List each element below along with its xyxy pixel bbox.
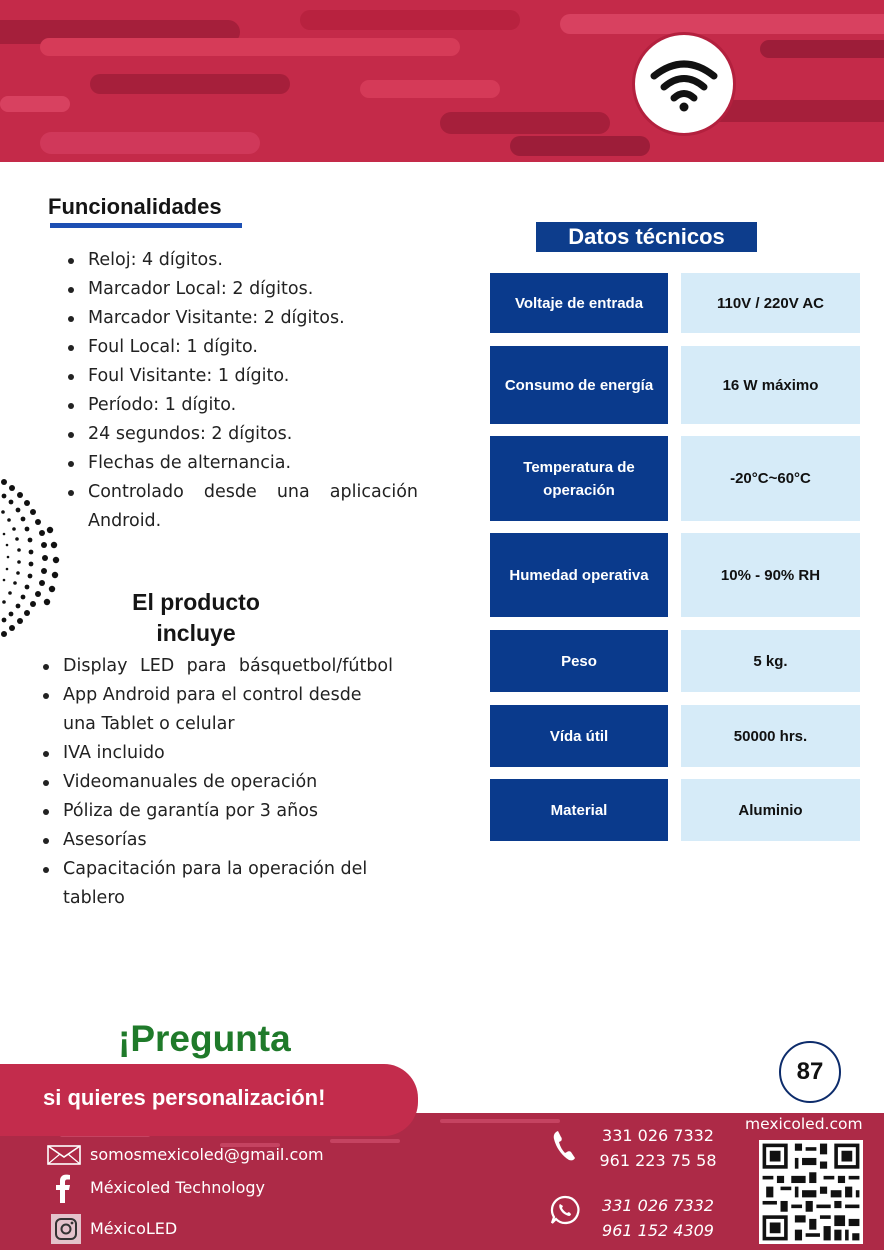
list-item: Display LED para básquetbol/fútbol: [63, 652, 393, 681]
spec-value: -20°C~60°C: [681, 436, 860, 521]
list-item: App Android para el control desde una Tablet o celular: [63, 681, 393, 739]
list-item: Videomanuales de operación: [63, 768, 393, 797]
qr-code-icon[interactable]: [759, 1140, 863, 1244]
page-number-badge: 87: [779, 1041, 841, 1103]
spec-value: Aluminio: [681, 779, 860, 841]
list-item: Período: 1 dígito.: [88, 391, 418, 420]
spec-row-material: [490, 779, 860, 841]
facebook-icon: [55, 1173, 71, 1203]
list-item: Asesorías: [63, 826, 393, 855]
email-link[interactable]: somosmexicoled@gmail.com: [90, 1145, 324, 1164]
spec-row-vida-util: [490, 705, 860, 767]
phone-number[interactable]: 331 026 7332: [602, 1126, 714, 1145]
list-item: Marcador Local: 2 dígitos.: [88, 275, 418, 304]
spec-label: Humedad operativa: [490, 533, 668, 617]
spec-label: Temperatura de operación: [490, 436, 668, 521]
spec-label: Consumo de energía: [490, 346, 668, 424]
pregunta-headline: ¡Pregunta: [118, 1018, 291, 1059]
list-item: Póliza de garantía por 3 años: [63, 797, 393, 826]
spec-label: Peso: [490, 630, 668, 692]
list-item: IVA incluido: [63, 739, 393, 768]
phone-icon: [552, 1130, 576, 1162]
spec-row-peso: [490, 630, 860, 692]
producto-title: El producto incluye: [132, 589, 260, 646]
dots-ornament: [0, 470, 70, 655]
list-item: Marcador Visitante: 2 dígitos.: [88, 304, 418, 333]
datos-title: Datos técnicos: [536, 222, 757, 252]
spec-row-temperatura: [490, 436, 860, 521]
list-item: Capacitación para la operación del tablero: [63, 855, 393, 913]
title-underline: [50, 223, 242, 228]
phone-number[interactable]: 961 223 75 58: [599, 1151, 717, 1170]
website-link[interactable]: mexicoled.com: [745, 1115, 863, 1133]
funcionalidades-list: [88, 246, 418, 536]
list-item: Flechas de alternancia.: [88, 449, 418, 478]
instagram-link[interactable]: MéxicoLED: [90, 1219, 178, 1238]
spec-value: 16 W máximo: [681, 346, 860, 424]
spec-value: 110V / 220V AC: [681, 273, 860, 333]
facebook-link[interactable]: Méxicoled Technology: [90, 1178, 266, 1197]
producto-list: [63, 652, 393, 913]
list-item: Reloj: 4 dígitos.: [88, 246, 418, 275]
mail-icon: [47, 1145, 81, 1165]
list-item: 24 segundos: 2 dígitos.: [88, 420, 418, 449]
personalizacion-text: si quieres personalización!: [43, 1085, 326, 1110]
wifi-badge: [632, 32, 736, 136]
spec-row-voltaje: [490, 273, 860, 333]
whatsapp-icon: [550, 1195, 580, 1225]
spec-value: 5 kg.: [681, 630, 860, 692]
list-item: Foul Visitante: 1 dígito.: [88, 362, 418, 391]
funcionalidades-title: Funcionalidades: [48, 194, 222, 219]
spec-value: 10% - 90% RH: [681, 533, 860, 617]
list-item: Controlado desde una aplicación Android.: [88, 478, 418, 536]
spec-label: Voltaje de entrada: [490, 273, 668, 333]
spec-row-consumo: [490, 346, 860, 424]
spec-value: 50000 hrs.: [681, 705, 860, 767]
spec-label: Vída útil: [490, 705, 668, 767]
wifi-icon: [649, 56, 719, 112]
header-banner: [0, 0, 884, 162]
list-item: Foul Local: 1 dígito.: [88, 333, 418, 362]
instagram-icon: [51, 1214, 81, 1244]
spec-label: Material: [490, 779, 668, 841]
spec-row-humedad: [490, 533, 860, 617]
whatsapp-number[interactable]: 961 152 4309: [602, 1221, 714, 1240]
whatsapp-number[interactable]: 331 026 7332: [602, 1196, 714, 1215]
